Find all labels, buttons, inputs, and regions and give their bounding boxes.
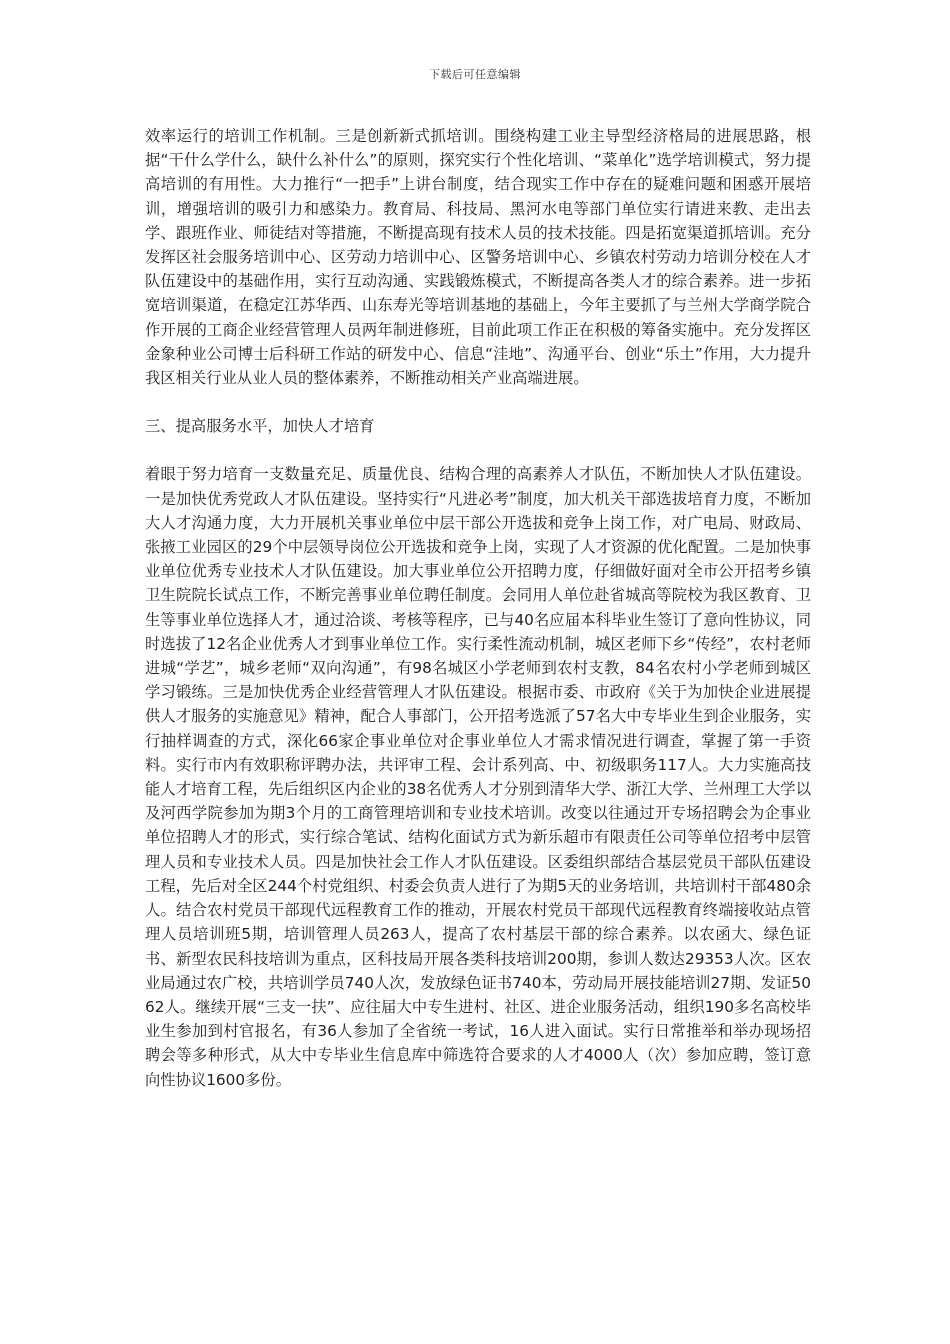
document-body bbox=[145, 124, 811, 1092]
page-header-note: 下载后可任意编辑 bbox=[429, 68, 521, 81]
paragraph-training-mechanism: 效率运行的培训工作机制。三是创新新式抓培训。围绕构建工业主导型经济格局的进展思路，根据“干什么学什么，缺什么补什么”的原则，探究实行个性化培训、“菜单化”选学培训模式，努力提高培训的有用性。大力推行“一把手”上讲台制度，结合现实工作中存在的疑难问题和困惑开展培训，增强培训的吸引力和感染力。教育局、科技局、黑河水电等部门单位实行请进来教、走出去学、跟班作业、师徒结对等措施，不断提高现有技术人员的技术技能。四是拓宽渠道抓培训。充分发挥区社会服务培训中心、区劳动力培训中心、区警务培训中心、乡镇农村劳动力培训分校在人才队伍建设中的基础作用，实行互动沟通、实践锻炼模式，不断提高各类人才的综合素养。进一步拓宽培训渠道，在稳定江苏华西、山东寿光等培训基地的基础上，今年主要抓了与兰州大学商学院合作开展的工商企业经营管理人员两年制进修班，目前此项工作正在积极的筹备实施中。充分发挥区金象种业公司博士后科研工作站的研发中心、信息“洼地”、沟通平台、创业“乐土”作用，大力提升我区相关行业从业人员的整体素养，不断推动相关产业高端进展。 bbox=[145, 127, 811, 388]
section-heading: 三、提高服务水平，加快人才培育 bbox=[145, 417, 375, 436]
paragraph-talent-cultivation: 着眼于努力培育一支数量充足、质量优良、结构合理的高素养人才队伍，不断加快人才队伍建设。一是加快优秀党政人才队伍建设。坚持实行“凡进必考”制度，加大机关干部选拔培育力度，不断加大人才沟通力度，大力开展机关事业单位中层干部公开选拔和竞争上岗工作，对广电局、财政局、张掖工业园区的29个中层领导岗位公开选拔和竞争上岗，实现了人才资源的优化配置。二是加快事业单位优秀专业技术人才队伍建设。加大事业单位公开招聘力度，仔细做好面对全市公开招考乡镇卫生院院长试点工作，不断完善事业单位聘任制度。会同用人单位赴省城高等院校为我区教育、卫生等事业单位选择人才，通过洽谈、考核等程序，已与40名应届本科毕业生签订了意向性协议，同时选拔了12名企业优秀人才到事业单位工作。实行柔性流动机制，城区老师下乡“传经”，农村老师进城“学艺”，城乡老师“双向沟通”，有98名城区小学老师到农村支教，84名农村小学老师到城区学习锻练。三是加快优秀企业经营管理人才队伍建设。根据市委、市政府《关于为加快企业进展提供人才服务的实施意见》精神，配合人事部门，公开招考选派了57名大中专毕业生到企业服务，实行抽样调查的方式，深化66家企事业单位对企事业单位人才需求情况进行调查，掌握了第一手资料。实行市内有效职称评聘办法，共评审工程、会计系列高、中、初级职务117人。大力实施高技能人才培育工程，先后组织区内企业的38名优秀人才分别到清华大学、浙江大学、兰州理工大学以及河西学院参加为期3个月的工商管理培训和专业技术培训。改变以往通过开专场招聘会为企事业单位招聘人才的形式，实行综合笔试、结构化面试方式为新乐超市有限责任公司等单位招考中层管理人员和专业技术人员。四是加快社会工作人才队伍建设。区委组织部结合基层党员干部队伍建设工程，先后对全区244个村党组织、村委会负责人进行了为期5天的业务培训，共培训村干部480余人。结合农村党员干部现代远程教育工作的推动，开展农村党员干部现代远程教育终端接收站点管理人员培训班5期，培训管理人员263人，提高了农村基层干部的综合素养。以农函大、绿色证书、新型农民科技培训为重点，区科技局开展各类科技培训200期，参训人数达29353人次。区农业局通过农广校，共培训学员740人次，发放绿色证书740本，劳动局开展技能培训27期、发证5062人。继续开展“三支一扶”、应往届大中专生进村、社区、进企业服务活动，组织190多名高校毕业生参加到村官报名，有36人参加了全省统一考试，16人进入面试。实行日常推举和举办现场招聘会等多种形式，从大中专毕业生信息库中筛选符合要求的人才4000人（次）参加应聘，签订意向性协议1600多份。 bbox=[145, 465, 811, 1089]
